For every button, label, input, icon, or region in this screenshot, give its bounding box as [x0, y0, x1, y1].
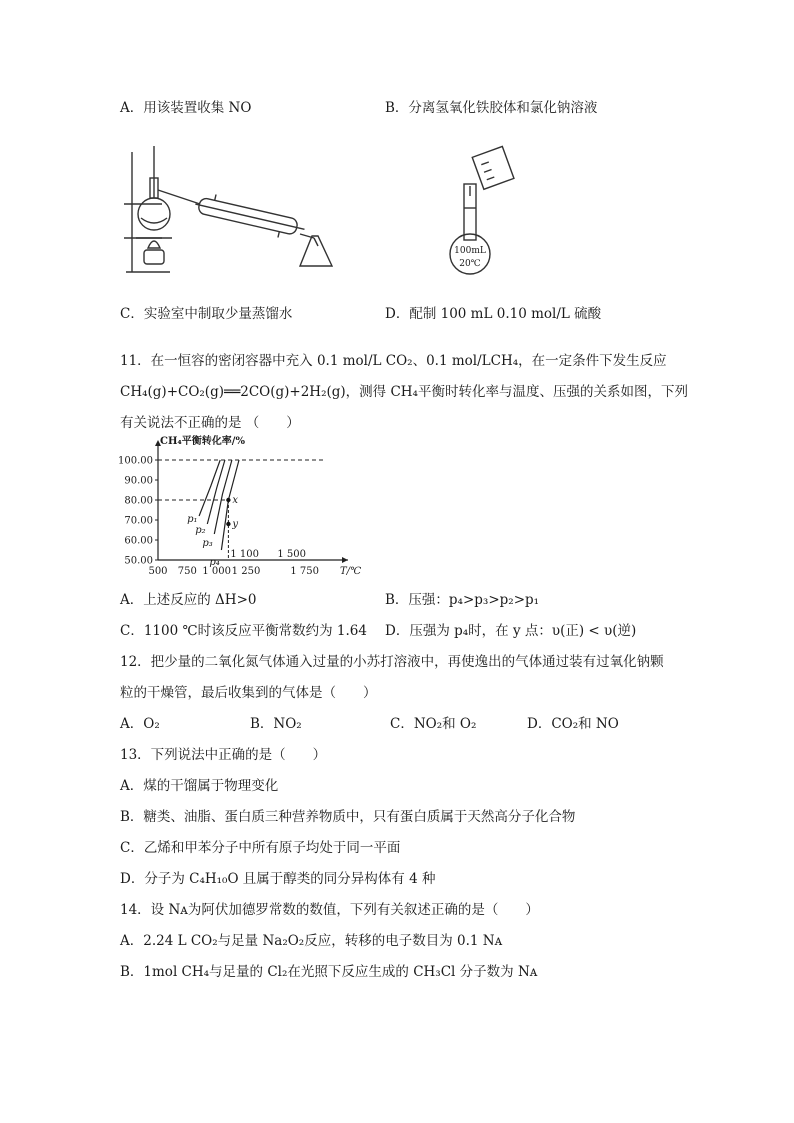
option-a-text: A．用该装置收集 NO — [120, 100, 252, 116]
q13-stem: 13．下列说法中正确的是（ ） — [120, 747, 327, 763]
y-tick-label: 70.00 — [124, 515, 153, 527]
y-tick-label: 50.00 — [124, 555, 153, 567]
conversion-rate-chart — [120, 432, 360, 582]
q13-option-c: C．乙烯和甲苯分子中所有原子均处于同一平面 — [120, 840, 401, 856]
extra-x-tick-label: 1 100 — [230, 549, 260, 560]
q14-stem: 14．设 Nᴀ为阿伏加德罗常数的数值，下列有关叙述正确的是（ ） — [120, 902, 539, 918]
q11-stem-line2: CH₄(g)+CO₂(g)══2CO(g)+2H₂(g)，测得 CH₄平衡时转化率与温度、压强的关系如图，下列 — [120, 384, 688, 400]
option-b-text: B．分离氢氧化铁胶体和氯化钠溶液 — [385, 100, 598, 116]
volumetric-flask-figure — [448, 150, 528, 280]
q14-option-b: B．1mol CH₄与足量的 Cl₂在光照下反应生成的 CH₃Cl 分子数为 Nᴀ — [120, 964, 538, 980]
q12-option-d: D．CO₂和 NO — [527, 716, 619, 732]
distillation-apparatus-figure — [122, 132, 332, 277]
q12-option-b: B．NO₂ — [250, 716, 302, 732]
x-tick-label: 750 — [177, 566, 197, 577]
x-axis-label: T/℃ — [340, 566, 362, 577]
x-tick-label: 1 750 — [290, 566, 319, 577]
q12-option-c: C．NO₂和 O₂ — [390, 716, 477, 732]
q13-option-b: B．糖类、油脂、蛋白质三种营养物质中，只有蛋白质属于天然高分子化合物 — [120, 809, 576, 825]
q11-stem-line1: 11．在一恒容的密闭容器中充入 0.1 mol/L CO₂、0.1 mol/LCH₄，在一定条件下发生反应 — [120, 353, 667, 369]
y-tick-label: 60.00 — [124, 535, 153, 547]
q11-stem-line3: 有关说法不正确的是 （ ） — [120, 415, 300, 431]
q14-option-a: A．2.24 L CO₂与足量 Na₂O₂反应，转移的电子数目为 0.1 Nᴀ — [120, 933, 503, 949]
x-tick-label: 500 — [148, 566, 168, 577]
q11-option-b: B．压强：p₄>p₃>p₂>p₁ — [385, 592, 540, 608]
series-label-3: p₃ — [202, 538, 213, 549]
option-d-text: D．配制 100 mL 0.10 mol/L 硫酸 — [385, 306, 602, 322]
series-label-2: p₂ — [195, 525, 206, 536]
q13-option-d: D．分子为 C₄H₁₀O 且属于醇类的同分异构体有 4 种 — [120, 871, 436, 887]
y-tick-label: 100.00 — [118, 455, 153, 467]
point-label-y: y — [232, 519, 239, 530]
x-axis-arrow — [342, 557, 348, 563]
q11-option-a: A．上述反应的 ΔH>0 — [120, 592, 257, 608]
q12-stem-line2: 粒的干燥管，最后收集到的气体是（ ） — [120, 685, 377, 701]
x-tick-label: 1 250 — [231, 566, 261, 577]
option-c-text: C．实验室中制取少量蒸馏水 — [120, 306, 293, 322]
x-tick-label: 1 000 — [202, 566, 231, 577]
flask-temperature-label: 20℃ — [459, 259, 481, 269]
q11-option-c: C．1100 ℃时该反应平衡常数约为 1.64 — [120, 623, 367, 639]
q11-option-d: D．压强为 p₄时，在 y 点：υ(正) < υ(逆) — [385, 623, 637, 639]
chart-title: CH₄平衡转化率/% — [160, 436, 245, 447]
series-label-4: p₄ — [209, 557, 220, 568]
y-tick-label: 80.00 — [124, 495, 153, 507]
extra-x-tick-label: 1 500 — [277, 549, 306, 560]
flask-volume-label: 100mL — [454, 246, 486, 256]
point-x — [226, 498, 230, 502]
q12-option-a: A．O₂ — [120, 716, 160, 732]
point-label-x: x — [232, 495, 239, 506]
y-tick-label: 90.00 — [124, 475, 153, 487]
q12-stem-line1: 12．把少量的二氧化氮气体通入过量的小苏打溶液中，再使逸出的气体通过装有过氧化钠颗 — [120, 654, 664, 670]
series-label-1: p₁ — [187, 514, 198, 525]
q13-option-a: A．煤的干馏属于物理变化 — [120, 778, 279, 794]
point-y — [226, 522, 230, 526]
